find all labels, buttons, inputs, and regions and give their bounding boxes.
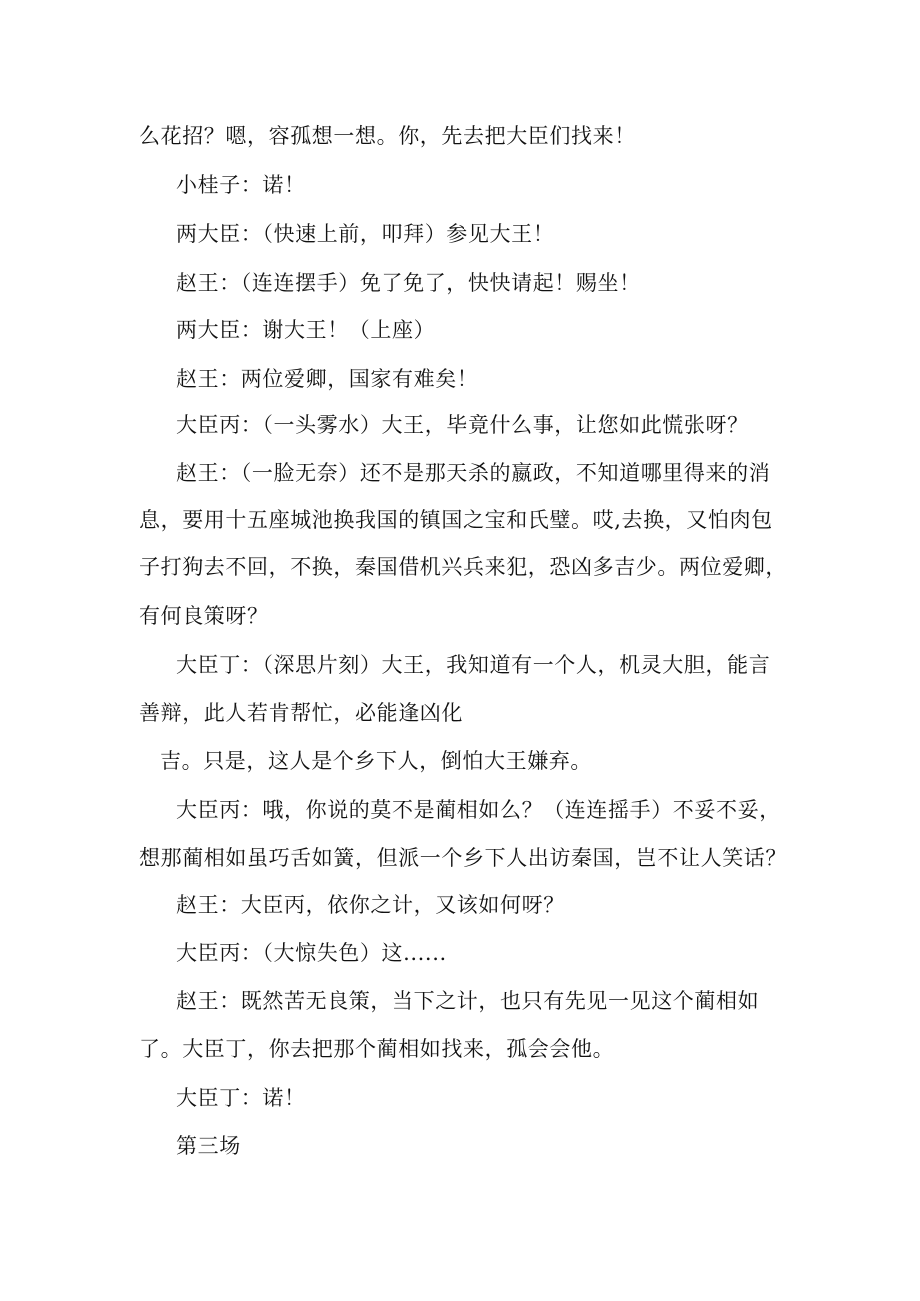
text-line: 赵王：两位爱卿，国家有难矣！ [176, 367, 479, 391]
text-line: 大臣丁：诺！ [176, 1086, 306, 1110]
text-line: 有何良策呀？ [139, 604, 269, 628]
text-line: 小桂子：诺！ [176, 173, 306, 197]
text-line: 息，要用十五座城池换我国的镇国之宝和氏璧。哎,去换，又怕肉包 [139, 508, 773, 532]
text-line: 子打狗去不回，不换，秦国借机兴兵来犯，恐凶多吉少。两位爱卿， [139, 555, 787, 579]
text-line: 么花招？嗯，容孤想一想。你，先去把大臣们找来！ [139, 124, 636, 148]
text-line: 大臣丙：哦，你说的莫不是蔺相如么？（连连摇手）不妥不妥， [176, 798, 781, 822]
text-line: 想那蔺相如虽巧舌如簧，但派一个乡下人出访秦国，岂不让人笑话？ [139, 846, 787, 870]
text-line: 赵王：大臣丙，依你之计，又该如何呀？ [176, 893, 565, 917]
text-line: 大臣丙：（大惊失色）这...... [176, 941, 447, 965]
text-line: 两大臣：谢大王！（上座） [176, 318, 436, 342]
text-line: 赵王：（一脸无奈）还不是那天杀的嬴政，不知道哪里得来的消 [176, 461, 771, 485]
text-line: 了。大臣丁，你去把那个蔺相如找来，孤会会他。 [139, 1037, 615, 1061]
text-line: 赵王：既然苦无良策，当下之计，也只有先见一见这个蔺相如 [176, 989, 760, 1013]
text-line: 大臣丙：（一头雾水）大王，毕竟什么事，让您如此慌张呀？ [176, 413, 749, 437]
text-line: 大臣丁：（深思片刻）大王，我知道有一个人，机灵大胆，能言 [176, 653, 771, 677]
text-line: 善辩，此人若肯帮忙，必能逢凶化 [139, 701, 463, 725]
section-heading: 第三场 [176, 1134, 241, 1158]
text-line: 吉。只是，这人是个乡下人，倒怕大王嫌弃。 [160, 749, 592, 773]
text-line: 两大臣：（快速上前，叩拜）参见大王！ [176, 222, 555, 246]
text-line: 赵王：（连连摆手）免了免了，快快请起！赐坐！ [176, 271, 641, 295]
